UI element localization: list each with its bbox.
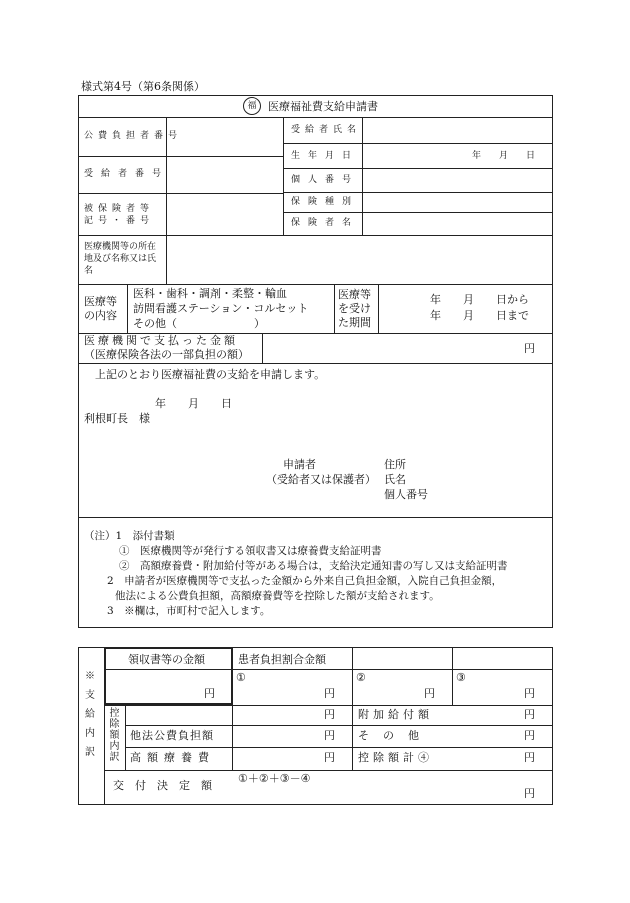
payment-breakdown-side-label: ※支給内訳: [85, 671, 95, 758]
deduction-blank-cell[interactable]: [126, 706, 232, 725]
other-public-burden-label: 他法公費負担額: [130, 729, 214, 742]
deduction-total-yen[interactable]: 円: [524, 751, 535, 764]
treatment-type-line1[interactable]: 医科・歯科・調剤・柔整・輸血: [133, 287, 287, 300]
additional-benefit-yen[interactable]: 円: [524, 708, 535, 721]
insurer-name-field[interactable]: [363, 213, 552, 234]
applicant-name-label[interactable]: 氏名: [384, 473, 406, 486]
share-2-label: ②: [356, 671, 366, 684]
note-1b: ② 高額療養費・附加給付等がある場合は，支給決定通知書の写し又は支給証明書: [119, 560, 508, 572]
treatment-type-other[interactable]: その他（ ）: [133, 317, 265, 330]
paid-amount-sublabel: （医療保険各法の一部負担の額）: [84, 348, 249, 361]
share-3-label: ③: [456, 671, 466, 684]
recipient-number-label: 受給者番号: [84, 169, 170, 179]
receipt-amount-header: 領収書等の金額: [128, 653, 205, 666]
share-3-yen[interactable]: 円: [524, 687, 535, 700]
treatment-period-label: 医療等を受けた期間: [338, 288, 371, 329]
personal-number-label: 個人番号: [291, 175, 360, 185]
applicant-label: 申請者: [283, 458, 316, 471]
application-date[interactable]: 年 月 日: [155, 397, 232, 410]
period-to[interactable]: 年 月 日まで: [430, 309, 529, 322]
applicant-personal-number-label[interactable]: 個人番号: [384, 488, 428, 501]
addressee: 利根町長 様: [84, 412, 150, 425]
public-payer-number-field[interactable]: [167, 118, 282, 155]
grant-decision-yen[interactable]: 円: [524, 787, 535, 800]
insured-number-label: 被保険者等記号・番号: [84, 204, 155, 226]
insurance-type-field[interactable]: [363, 193, 552, 211]
note-2a: 2 申請者が医療機関等で支払った金額から外来自己負担金額，入院自己負担金額，: [107, 575, 503, 587]
personal-number-field[interactable]: [363, 169, 552, 191]
share-1-label: ①: [236, 671, 246, 684]
note-2b: 他法による公費負担額，高額療養費等を控除した額が支給されます。: [115, 590, 440, 602]
paid-amount-yen[interactable]: 円: [524, 342, 535, 355]
high-cost-medical-label: 高額療養費: [130, 751, 215, 764]
insurance-type-label: 保険種別: [291, 197, 360, 207]
welfare-seal-icon: 福: [243, 97, 261, 115]
grant-decision-label: 交付決定額: [113, 779, 223, 792]
note-3: 3 ※欄は，市町村で記入します。: [107, 605, 271, 617]
period-from[interactable]: 年 月 日から: [430, 293, 529, 306]
institution-field[interactable]: [167, 236, 552, 284]
paid-amount-label: 医療機関で支払った金額: [84, 334, 238, 347]
grant-decision-formula: ①＋②＋③－④: [238, 772, 311, 785]
other-deduction-label: その他: [358, 729, 433, 742]
recipient-number-field[interactable]: [167, 157, 282, 192]
birth-date-field[interactable]: 年 月 日: [472, 151, 536, 161]
other-public-burden-yen[interactable]: 円: [324, 729, 335, 742]
additional-benefit-label: 附加給付額: [358, 708, 433, 721]
receipt-amount-yen: 円: [204, 687, 215, 700]
share-2-yen[interactable]: 円: [424, 687, 435, 700]
high-cost-medical-yen[interactable]: 円: [324, 751, 335, 764]
deduction-row1-yen[interactable]: 円: [324, 708, 335, 721]
treatment-label: 医療等の内容: [84, 295, 117, 322]
treatment-type-line2[interactable]: 訪問看護ステーション・コルセット: [133, 302, 309, 315]
form-number: 様式第4号（第6条関係）: [81, 80, 205, 93]
institution-label: 医療機関等の所在地及び名称又は氏名: [84, 242, 157, 276]
applicant-address-label[interactable]: 住所: [384, 458, 406, 471]
recipient-name-label: 受給者氏名: [291, 125, 362, 135]
deduction-breakdown-label: 控除額内訳: [109, 708, 120, 763]
share-1-yen[interactable]: 円: [324, 687, 335, 700]
application-statement: 上記のとおり医療福祉費の支給を申請します。: [95, 368, 326, 381]
recipient-name-field[interactable]: [363, 118, 552, 142]
public-payer-number-label: 公費負担者番号: [84, 131, 183, 141]
patient-share-header: 患者負担割合金額: [238, 653, 326, 666]
form-title: 医療福祉費支給申請書: [268, 100, 378, 113]
note-1: （注）1 添付書類: [84, 530, 175, 542]
other-deduction-yen[interactable]: 円: [524, 729, 535, 742]
insured-number-field[interactable]: [167, 194, 282, 234]
insurer-name-label: 保険者名: [291, 218, 360, 228]
note-1a: ① 医療機関等が発行する領収書又は療養費支給証明書: [119, 545, 382, 557]
applicant-sublabel: （受給者又は保護者）: [266, 473, 376, 486]
deduction-total-label: 控除額計④: [358, 751, 433, 764]
birth-date-label: 生年月日: [291, 151, 360, 161]
